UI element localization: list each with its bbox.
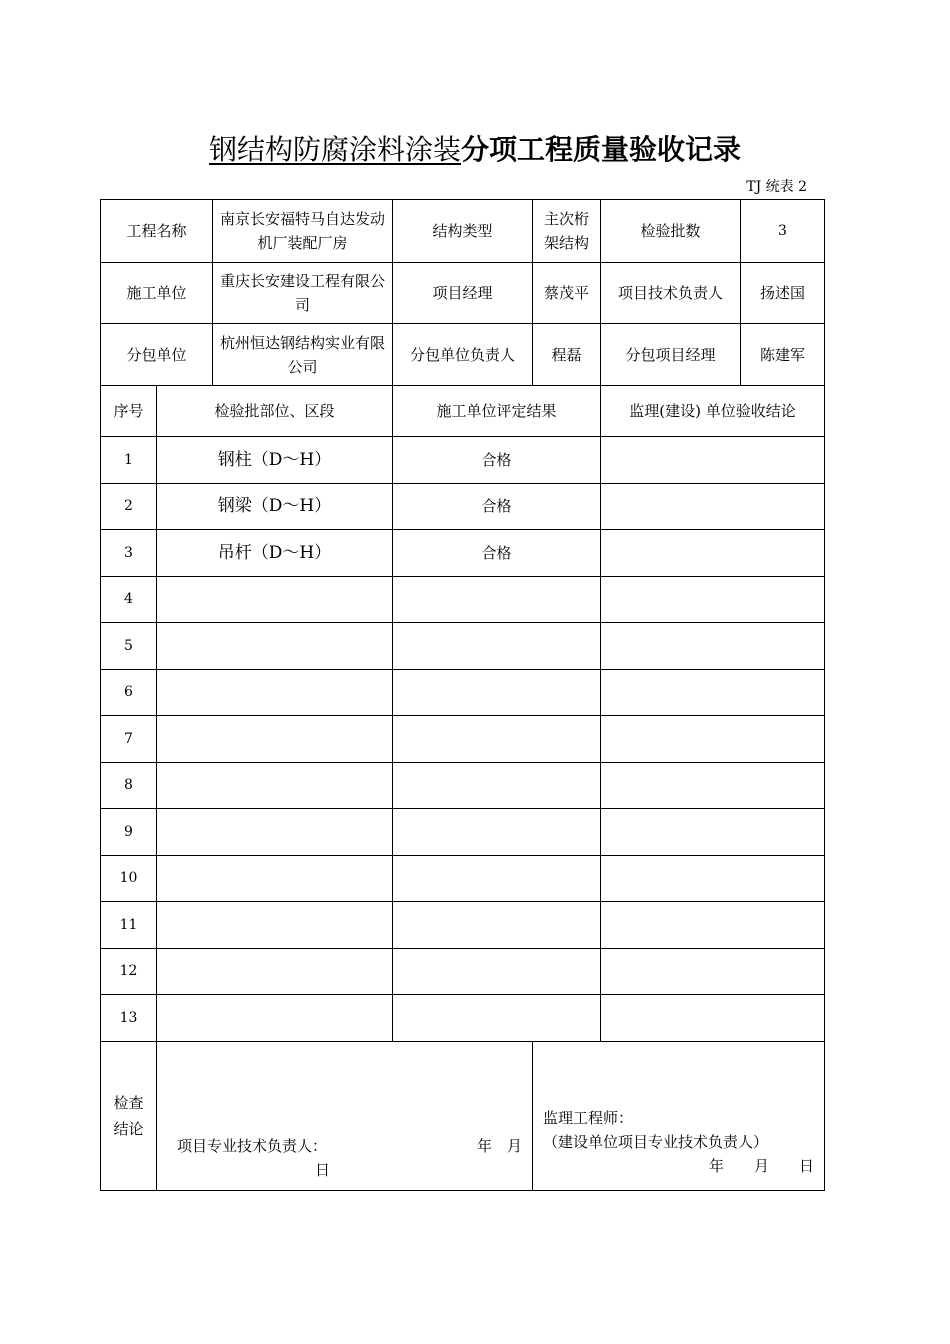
row-supervisor <box>601 530 825 577</box>
row-section <box>157 809 393 856</box>
table-row <box>101 669 825 716</box>
table-row <box>101 948 825 995</box>
row-seq: 12 <box>101 948 157 995</box>
row-supervisor <box>601 483 825 530</box>
row-seq: 6 <box>101 669 157 716</box>
header-row-project <box>101 200 825 263</box>
title-part-1: 钢结构防腐涂料涂装 <box>208 133 461 166</box>
sub-lead-label: 分包单位负责人 <box>393 324 533 386</box>
conclusion-contractor-cell <box>157 1041 533 1190</box>
row-supervisor <box>601 716 825 763</box>
row-section <box>157 669 393 716</box>
page-title <box>0 128 950 168</box>
tech-lead-value: 扬述国 <box>741 263 825 324</box>
row-section <box>157 855 393 902</box>
contractor-date-ym: 年 月 <box>477 1136 523 1155</box>
table-row <box>101 995 825 1042</box>
row-result <box>393 762 601 809</box>
table-row <box>101 809 825 856</box>
row-seq: 1 <box>101 437 157 484</box>
project-name-label: 工程名称 <box>101 200 213 263</box>
row-section <box>157 716 393 763</box>
contractor-label: 施工单位 <box>101 263 213 324</box>
sub-pm-label: 分包项目经理 <box>601 324 741 386</box>
row-seq: 3 <box>101 530 157 577</box>
row-section <box>157 576 393 623</box>
batch-count-value: 3 <box>741 200 825 263</box>
row-seq: 8 <box>101 762 157 809</box>
row-supervisor <box>601 995 825 1042</box>
contractor-value: 重庆长安建设工程有限公司 <box>213 263 393 324</box>
column-header-row <box>101 386 825 437</box>
row-seq: 7 <box>101 716 157 763</box>
row-seq: 11 <box>101 902 157 949</box>
row-supervisor <box>601 762 825 809</box>
acceptance-table <box>100 199 825 1191</box>
title-part-2: 分项工程质量验收记录 <box>461 133 742 166</box>
header-row-subcontractor <box>101 324 825 386</box>
row-section <box>157 948 393 995</box>
sub-lead-value: 程磊 <box>533 324 601 386</box>
supervisor-date: 年 月 日 <box>709 1156 815 1175</box>
tech-lead-label: 项目技术负责人 <box>601 263 741 324</box>
row-seq: 2 <box>101 483 157 530</box>
table-row <box>101 762 825 809</box>
contractor-signer-label: 项目专业技术负责人： <box>177 1136 328 1155</box>
structure-type-label: 结构类型 <box>393 200 533 263</box>
row-supervisor <box>601 669 825 716</box>
row-supervisor <box>601 437 825 484</box>
conclusion-label-text: 检查结论 <box>113 1093 144 1138</box>
pm-label: 项目经理 <box>393 263 533 324</box>
row-result <box>393 716 601 763</box>
structure-type-value: 主次桁架结构 <box>533 200 601 263</box>
table-row <box>101 483 825 530</box>
table-row <box>101 855 825 902</box>
row-supervisor <box>601 623 825 670</box>
row-seq: 13 <box>101 995 157 1042</box>
col-section-header: 检验批部位、区段 <box>157 386 393 437</box>
table-row <box>101 623 825 670</box>
row-supervisor <box>601 855 825 902</box>
row-seq: 9 <box>101 809 157 856</box>
supervisor-engineer-label: 监理工程师： <box>543 1108 634 1127</box>
col-supervisor-result-header: 监理(建设) 单位验收结论 <box>601 386 825 437</box>
row-supervisor <box>601 902 825 949</box>
row-seq: 4 <box>101 576 157 623</box>
row-result <box>393 855 601 902</box>
row-result <box>393 669 601 716</box>
table-row <box>101 437 825 484</box>
table-row <box>101 902 825 949</box>
row-section <box>157 762 393 809</box>
row-supervisor <box>601 948 825 995</box>
header-row-contractor <box>101 263 825 324</box>
conclusion-label <box>101 1041 157 1190</box>
row-result: 合格 <box>393 483 601 530</box>
row-seq: 5 <box>101 623 157 670</box>
row-result <box>393 995 601 1042</box>
row-section: 吊杆（D～H） <box>157 530 393 577</box>
col-seq-header: 序号 <box>101 386 157 437</box>
conclusion-row <box>101 1041 825 1190</box>
row-section: 钢柱（D～H） <box>157 437 393 484</box>
row-result <box>393 809 601 856</box>
table-row <box>101 716 825 763</box>
pm-value: 蔡茂平 <box>533 263 601 324</box>
row-section <box>157 902 393 949</box>
row-result <box>393 902 601 949</box>
row-section: 钢梁（D～H） <box>157 483 393 530</box>
project-name-value: 南京长安福特马自达发动机厂装配厂房 <box>213 200 393 263</box>
conclusion-supervisor-cell <box>533 1041 825 1190</box>
table-row <box>101 576 825 623</box>
table-row <box>101 530 825 577</box>
form-number: TJ 统表 2 <box>746 179 807 195</box>
row-supervisor <box>601 576 825 623</box>
subcontractor-label: 分包单位 <box>101 324 213 386</box>
row-seq: 10 <box>101 855 157 902</box>
sub-pm-value: 陈建军 <box>741 324 825 386</box>
supervisor-owner-label: （建设单位项目专业技术负责人） <box>543 1132 769 1151</box>
row-section <box>157 995 393 1042</box>
contractor-sign-line <box>177 1134 522 1158</box>
batch-count-label: 检验批数 <box>601 200 741 263</box>
contractor-date-day: 日 <box>315 1160 331 1179</box>
row-section <box>157 623 393 670</box>
row-result <box>393 623 601 670</box>
subcontractor-value: 杭州恒达钢结构实业有限公司 <box>213 324 393 386</box>
row-supervisor <box>601 809 825 856</box>
row-result: 合格 <box>393 530 601 577</box>
row-result <box>393 576 601 623</box>
row-result <box>393 948 601 995</box>
row-result: 合格 <box>393 437 601 484</box>
col-contractor-result-header: 施工单位评定结果 <box>393 386 601 437</box>
